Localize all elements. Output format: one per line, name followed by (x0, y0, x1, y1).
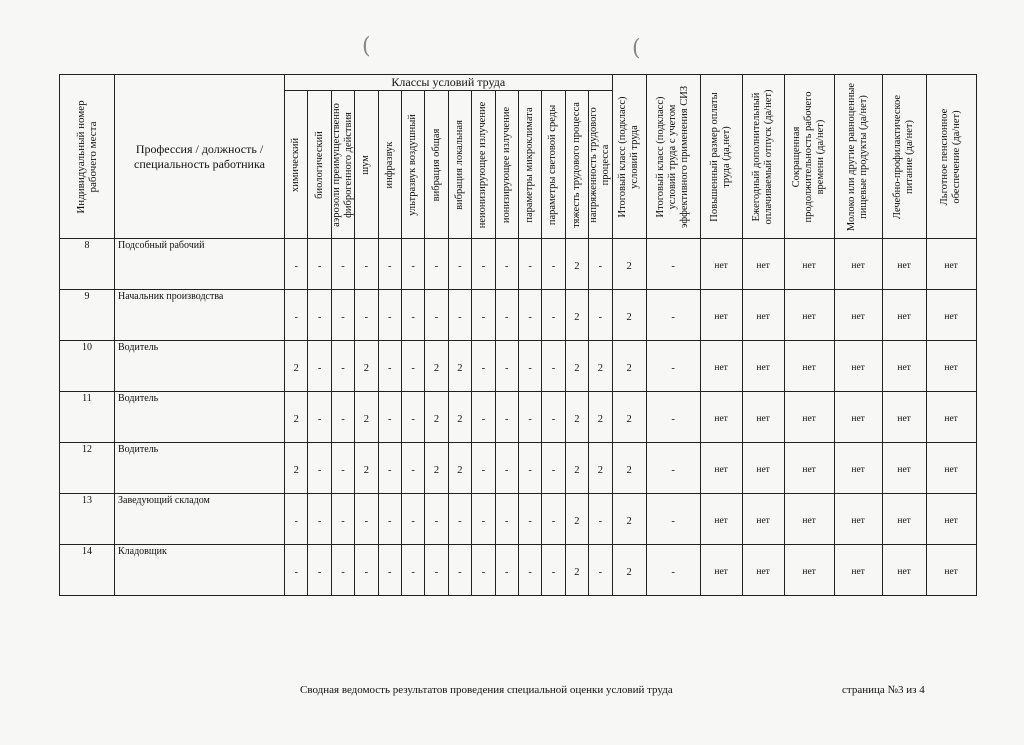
workplace-number: 11 (60, 392, 115, 443)
factor-class: - (285, 545, 308, 596)
factor-class: - (495, 392, 518, 443)
header-factor-infrasound: инфразвук (378, 91, 401, 239)
compensation-value: нет (834, 341, 882, 392)
factor-class: - (378, 545, 401, 596)
profession-name: Кладовщик (115, 545, 285, 596)
factor-class: - (589, 545, 613, 596)
factor-class: - (518, 392, 541, 443)
header-workplace-no: Индивидуальный номер рабочего места (60, 75, 115, 239)
header-factor-ultrasound: ультразвук воздушный (401, 91, 424, 239)
workplace-number: 10 (60, 341, 115, 392)
factor-class: 2 (425, 341, 448, 392)
compensation-value: нет (834, 545, 882, 596)
compensation-value: нет (882, 494, 926, 545)
compensation-value: нет (784, 239, 834, 290)
factor-class: - (378, 290, 401, 341)
factor-class: - (542, 239, 565, 290)
factor-class: 2 (425, 392, 448, 443)
profession-name: Водитель (115, 341, 285, 392)
workplace-number: 14 (60, 545, 115, 596)
factor-class: - (425, 239, 448, 290)
factor-class: - (425, 290, 448, 341)
compensation-value: нет (926, 545, 976, 596)
final-class-siz: - (646, 494, 700, 545)
workplace-number: 9 (60, 290, 115, 341)
compensation-value: нет (700, 545, 742, 596)
factor-class: - (401, 494, 424, 545)
footer-title: Сводная ведомость результатов проведения специальной оценки условий труда (300, 684, 673, 696)
table-row (60, 290, 977, 341)
factor-class: - (331, 443, 354, 494)
factor-class: 2 (565, 545, 588, 596)
header-factor-noise: шум (355, 91, 378, 239)
header-factor-severity: тяжесть трудового процесса (565, 91, 588, 239)
factor-class: - (495, 545, 518, 596)
factor-class: - (401, 443, 424, 494)
profession-name: Заведующий складом (115, 494, 285, 545)
compensation-value: нет (882, 545, 926, 596)
scan-mark-left: ( (362, 34, 371, 59)
final-class: 2 (612, 341, 646, 392)
factor-class: - (308, 341, 331, 392)
factor-class: - (472, 494, 495, 545)
compensation-value: нет (700, 341, 742, 392)
compensation-value: нет (926, 341, 976, 392)
header-comp-pay: Повышенный размер оплаты труда (да,нет) (700, 75, 742, 239)
factor-class: - (518, 494, 541, 545)
factor-class: - (308, 392, 331, 443)
factor-class: - (542, 341, 565, 392)
compensation-value: нет (926, 392, 976, 443)
factor-class: 2 (565, 290, 588, 341)
compensation-value: нет (784, 443, 834, 494)
factor-class: 2 (285, 341, 308, 392)
factor-class: - (448, 494, 471, 545)
compensation-value: нет (784, 341, 834, 392)
factor-class: 2 (448, 443, 471, 494)
final-class-siz: - (646, 341, 700, 392)
compensation-value: нет (834, 494, 882, 545)
factor-class: - (425, 545, 448, 596)
profession-name: Водитель (115, 443, 285, 494)
factor-class: - (542, 494, 565, 545)
factor-class: - (518, 239, 541, 290)
compensation-value: нет (742, 443, 784, 494)
header-factor-vibration-local: вибрация локальная (448, 91, 471, 239)
factor-class: - (308, 545, 331, 596)
factor-class: - (589, 494, 613, 545)
compensation-value: нет (882, 392, 926, 443)
workplace-number: 12 (60, 443, 115, 494)
compensation-value: нет (882, 341, 926, 392)
factor-class: - (495, 494, 518, 545)
factor-class: - (401, 545, 424, 596)
factor-class: - (331, 494, 354, 545)
factor-class: 2 (565, 239, 588, 290)
factor-class: - (401, 239, 424, 290)
factor-class: - (331, 290, 354, 341)
table-row (60, 494, 977, 545)
header-classes-group: Классы условий труда (285, 75, 613, 91)
compensation-value: нет (700, 443, 742, 494)
header-comp-nutrition: Лечебно-профилактическое питание (да/нет) (882, 75, 926, 239)
compensation-value: нет (700, 392, 742, 443)
factor-class: - (495, 239, 518, 290)
factor-class: - (308, 443, 331, 494)
workplace-number: 8 (60, 239, 115, 290)
compensation-value: нет (742, 494, 784, 545)
header-factor-vibration-general: вибрация общая (425, 91, 448, 239)
final-class: 2 (612, 545, 646, 596)
table-row (60, 443, 977, 494)
header-final-class: Итоговый класс (подкласс) условий труда (612, 75, 646, 239)
header-comp-hours: Сокращенная продолжительность рабочего времени (да/нет) (784, 75, 834, 239)
factor-class: - (518, 545, 541, 596)
final-class-siz: - (646, 290, 700, 341)
factor-class: 2 (565, 494, 588, 545)
header-factor-aerosols: аэрозоли преимущественно фиброгенного действия (331, 91, 354, 239)
compensation-value: нет (784, 494, 834, 545)
factor-class: - (285, 239, 308, 290)
compensation-value: нет (784, 290, 834, 341)
factor-class: - (542, 392, 565, 443)
table-row (60, 545, 977, 596)
factor-class: 2 (589, 341, 613, 392)
factor-class: - (472, 545, 495, 596)
final-class: 2 (612, 239, 646, 290)
factor-class: - (285, 290, 308, 341)
factor-class: - (378, 494, 401, 545)
scan-mark-right: ( (632, 36, 641, 61)
factor-class: - (401, 341, 424, 392)
compensation-value: нет (834, 290, 882, 341)
final-class: 2 (612, 494, 646, 545)
factor-class: 2 (565, 443, 588, 494)
final-class: 2 (612, 443, 646, 494)
header-profession: Профессия / должность / специальность работника (115, 75, 285, 239)
header-final-class-siz: Итоговый класс (подкласс) условий труда с учетом эффективного применения СИЗ (646, 75, 700, 239)
factor-class: - (378, 392, 401, 443)
header-factor-nonionizing: неионизирующее излучение (472, 91, 495, 239)
final-class-siz: - (646, 392, 700, 443)
header-comp-milk: Молоко или другие равноценные пищевые продукты (да/нет) (834, 75, 882, 239)
compensation-value: нет (926, 290, 976, 341)
header-factor-biological: биологический (308, 91, 331, 239)
factor-class: - (472, 290, 495, 341)
factor-class: - (472, 239, 495, 290)
factor-class: - (472, 443, 495, 494)
factor-class: 2 (355, 443, 378, 494)
final-class: 2 (612, 290, 646, 341)
header-factor-chemical: химический (285, 91, 308, 239)
factor-class: - (331, 239, 354, 290)
factor-class: 2 (589, 443, 613, 494)
header-comp-pension: Льготное пенсионное обеспечение (да/нет) (926, 75, 976, 239)
factor-class: - (308, 239, 331, 290)
header-factor-intensity: напряженность трудового процесса (589, 91, 613, 239)
footer-page-number: страница №3 из 4 (842, 684, 925, 696)
profession-name: Водитель (115, 392, 285, 443)
compensation-value: нет (834, 239, 882, 290)
compensation-value: нет (742, 341, 784, 392)
header-factor-light: параметры световой среды (542, 91, 565, 239)
factor-class: - (542, 443, 565, 494)
factor-class: 2 (565, 341, 588, 392)
table-row (60, 341, 977, 392)
compensation-value: нет (926, 494, 976, 545)
factor-class: 2 (355, 392, 378, 443)
table-row (60, 392, 977, 443)
final-class: 2 (612, 392, 646, 443)
compensation-value: нет (742, 545, 784, 596)
factor-class: - (518, 443, 541, 494)
compensation-value: нет (926, 443, 976, 494)
factor-class: 2 (285, 443, 308, 494)
compensation-value: нет (742, 290, 784, 341)
factor-class: - (308, 290, 331, 341)
profession-name: Начальник производства (115, 290, 285, 341)
compensation-value: нет (926, 239, 976, 290)
factor-class: 2 (565, 392, 588, 443)
header-factor-ionizing: ионизирующее излучение (495, 91, 518, 239)
factor-class: - (378, 239, 401, 290)
factor-class: 2 (355, 341, 378, 392)
factor-class: - (425, 494, 448, 545)
factor-class: 2 (448, 341, 471, 392)
final-class-siz: - (646, 239, 700, 290)
factor-class: - (542, 290, 565, 341)
factor-class: 2 (448, 392, 471, 443)
factor-class: - (355, 239, 378, 290)
factor-class: - (401, 392, 424, 443)
factor-class: - (495, 443, 518, 494)
workplace-number: 13 (60, 494, 115, 545)
compensation-value: нет (784, 392, 834, 443)
factor-class: - (495, 341, 518, 392)
compensation-value: нет (834, 443, 882, 494)
factor-class: - (472, 392, 495, 443)
compensation-value: нет (700, 239, 742, 290)
factor-class: - (589, 290, 613, 341)
factor-class: - (472, 341, 495, 392)
factor-class: - (285, 494, 308, 545)
factor-class: 2 (285, 392, 308, 443)
final-class-siz: - (646, 545, 700, 596)
factor-class: - (589, 239, 613, 290)
compensation-value: нет (700, 494, 742, 545)
compensation-value: нет (882, 290, 926, 341)
compensation-value: нет (882, 443, 926, 494)
compensation-value: нет (700, 290, 742, 341)
factor-class: - (355, 494, 378, 545)
factor-class: - (378, 341, 401, 392)
compensation-value: нет (834, 392, 882, 443)
factor-class: - (331, 341, 354, 392)
factor-class: 2 (425, 443, 448, 494)
factor-class: - (518, 341, 541, 392)
profession-name: Подсобный рабочий (115, 239, 285, 290)
header-factor-microclimate: параметры микроклимата (518, 91, 541, 239)
factor-class: - (518, 290, 541, 341)
factor-class: - (448, 545, 471, 596)
factor-class: - (378, 443, 401, 494)
sout-summary-table (59, 74, 977, 596)
table-row (60, 239, 977, 290)
factor-class: - (355, 290, 378, 341)
compensation-value: нет (742, 392, 784, 443)
factor-class: - (331, 392, 354, 443)
header-comp-vacation: Ежегодный дополнительный оплачиваемый отпуск (да/нет) (742, 75, 784, 239)
compensation-value: нет (882, 239, 926, 290)
factor-class: - (495, 290, 518, 341)
factor-class: - (542, 545, 565, 596)
factor-class: - (401, 290, 424, 341)
factor-class: - (448, 239, 471, 290)
factor-class: 2 (589, 392, 613, 443)
compensation-value: нет (784, 545, 834, 596)
factor-class: - (308, 494, 331, 545)
final-class-siz: - (646, 443, 700, 494)
compensation-value: нет (742, 239, 784, 290)
factor-class: - (355, 545, 378, 596)
factor-class: - (331, 545, 354, 596)
factor-class: - (448, 290, 471, 341)
